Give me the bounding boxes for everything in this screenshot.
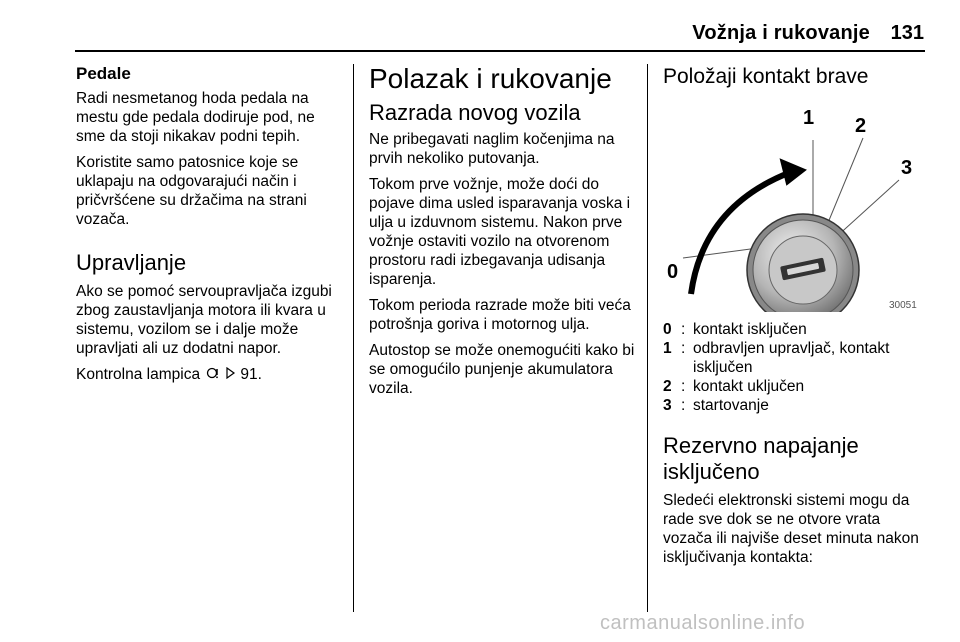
header-rule [75, 50, 925, 52]
legend-text: kontakt uključen [693, 378, 805, 395]
column-3 [663, 64, 927, 574]
legend-item: 2 : kontakt uključen [663, 377, 927, 396]
legend-number: 2 [663, 378, 672, 395]
legend-text: kontakt isključen [693, 321, 807, 338]
kontakt-brave-heading: Položaji kontakt brave [663, 65, 869, 88]
page-reference-icon [226, 366, 240, 383]
column-1 [76, 64, 342, 391]
legend-item: 0 : kontakt isključen [663, 320, 927, 339]
legend-number: 1 [663, 340, 672, 357]
pedale-paragraph-1: Radi nesmetanog hoda pedala na mestu gde pedala dodiruje pod, ne sme da stoji nikakav podni tepih. [76, 90, 315, 145]
legend-item: 1 : odbravljen upravljač, kontakt isključen [663, 339, 927, 377]
column-divider-1 [353, 64, 354, 612]
kontrolna-paragraph [76, 365, 342, 384]
page-number: 131 [890, 22, 924, 44]
legend-item: 3 : startovanje [663, 396, 927, 415]
column-divider-2 [647, 64, 648, 612]
legend-number: 0 [663, 321, 672, 338]
legend-number: 3 [663, 397, 672, 414]
upravljanje-paragraph: Ako se pomoć servoupravljača izgubi zbog zaustavljanja motora ili kvara u sistemu, vozilom se i dalje može upravljati ali uz dodatni napor. [76, 283, 332, 357]
ignition-switch-figure [663, 98, 925, 312]
running-header-title: Vožnja i rukovanje [692, 22, 870, 44]
pedale-paragraph-2: Koristite samo patosnice koje se uklapaju na odgovarajući način i pričvršćene su držačima na strani vozača. [76, 154, 307, 228]
kontrolna-text: Kontrolna lampica [76, 366, 201, 383]
razrada-heading: Razrada novog vozila [369, 100, 581, 125]
figure-label-0: 0 [667, 261, 679, 283]
razrada-paragraph-1: Ne pribegavati naglim kočenjima na prvih nekoliko putovanja. [369, 131, 615, 167]
rezervno-napajanje-paragraph: Sledeći elektronski sistemi mogu da rade sve dok se ne otvore vrata vozača ili najviše deset minuta nakon isključivanja kontakta: [663, 492, 919, 566]
column-2 [369, 64, 637, 405]
upravljanje-heading: Upravljanje [76, 250, 187, 275]
steering-warning-icon [206, 367, 224, 382]
razrada-paragraph-4: Autostop se može onemogućiti kako bi se omogućilo punjenje akumulatora vozila. [369, 342, 635, 397]
position-legend [663, 320, 927, 415]
razrada-paragraph-2: Tokom prve vožnje, može doći do pojave dima usled isparavanja voska i ulja u izduvnom sistemu. Nakon prve vožnje ostaviti vozilo na otvorenom prostoru radi izbegavanja udisanja isparenja. [369, 176, 631, 288]
kontrolna-page-reference[interactable]: 91. [240, 366, 262, 383]
figure-label-3: 3 [901, 157, 913, 179]
watermark: carmanualsonline.info [600, 612, 806, 634]
rezervno-napajanje-heading: Rezervno napajanje isključeno [663, 433, 859, 484]
figure-code: 30051 [889, 300, 917, 311]
razrada-paragraph-3: Tokom perioda razrade može biti veća potrošnja goriva i motornog ulja. [369, 297, 631, 333]
legend-text: startovanje [693, 397, 769, 414]
main-section-heading: Polazak i rukovanje [369, 63, 612, 94]
figure-label-2: 2 [855, 115, 867, 137]
legend-text: odbravljen upravljač, kontakt isključen [693, 340, 890, 376]
figure-label-1: 1 [803, 107, 815, 129]
pedale-heading: Pedale [76, 64, 131, 83]
